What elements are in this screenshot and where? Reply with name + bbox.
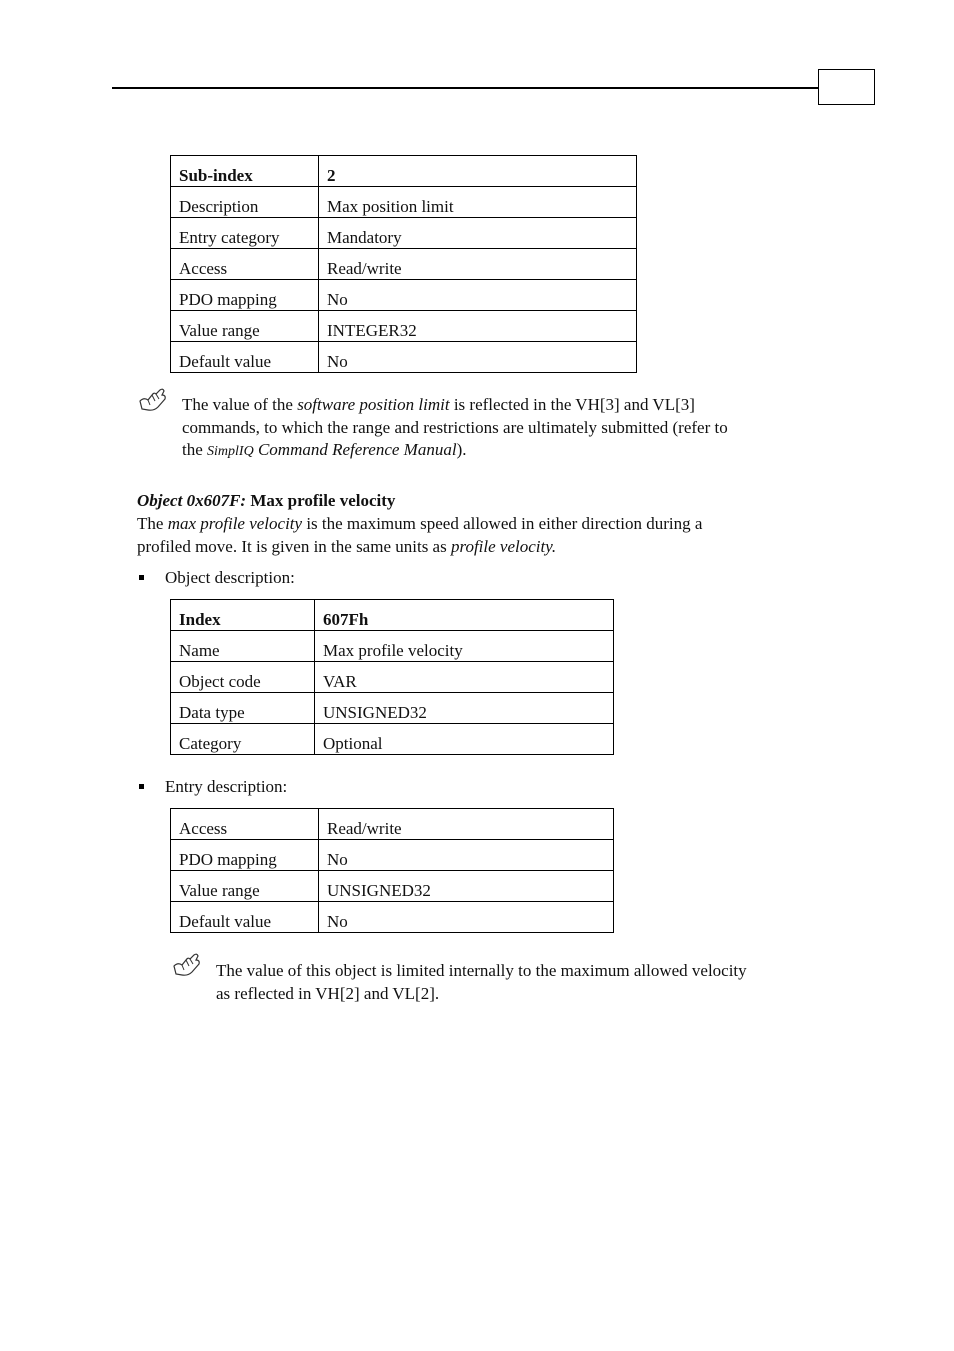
- row-label: Entry category: [171, 218, 319, 249]
- page-number-box: [818, 69, 875, 105]
- bullet-object-description: Object description:: [165, 568, 295, 587]
- row-value: Max position limit: [319, 187, 637, 218]
- row-value: No: [319, 902, 614, 933]
- table-row: [171, 249, 637, 280]
- table-row: [171, 631, 614, 662]
- section-paragraph: The max profile velocity is the maximum speed allowed in either direction during a profiled move. It is given in the same units as profile velocity.: [137, 514, 703, 556]
- note-software-position-limit: The value of the software position limit is reflected in the VH[3] and VL[3] commands, to which the range and restrictions are ultimately submitted (refer to the SimplIQ Command Reference Manual).: [182, 395, 728, 459]
- row-value: INTEGER32: [319, 311, 637, 342]
- table-row: [171, 600, 614, 631]
- row-value: No: [319, 280, 637, 311]
- bullet-marker: [139, 575, 144, 580]
- row-label: Data type: [171, 693, 315, 724]
- row-value: No: [319, 840, 614, 871]
- row-value: UNSIGNED32: [319, 871, 614, 902]
- note-velocity-limit: The value of this object is limited internally to the maximum allowed velocity as reflected in VH[2] and VL[2].: [216, 961, 747, 1003]
- row-value: Mandatory: [319, 218, 637, 249]
- row-label: Access: [171, 249, 319, 280]
- sub-index-table: [170, 155, 637, 373]
- table-row: [171, 724, 614, 755]
- table-row: [171, 342, 637, 373]
- row-label: Access: [171, 809, 319, 840]
- table-row: [171, 218, 637, 249]
- row-value: Optional: [315, 724, 614, 755]
- row-label: PDO mapping: [171, 840, 319, 871]
- row-label: Name: [171, 631, 315, 662]
- row-label: Category: [171, 724, 315, 755]
- table-row: [171, 902, 614, 933]
- row-label: Index: [171, 600, 315, 631]
- table-row: [171, 156, 637, 187]
- table-row: [171, 311, 637, 342]
- row-label: Default value: [171, 902, 319, 933]
- pointing-hand-note-icon: [172, 952, 202, 980]
- row-label: Value range: [171, 871, 319, 902]
- table-row: [171, 187, 637, 218]
- row-value: 607Fh: [315, 600, 614, 631]
- row-label: Description: [171, 187, 319, 218]
- table-row: [171, 840, 614, 871]
- bullet-entry-description: Entry description:: [165, 777, 288, 796]
- row-value: Max profile velocity: [315, 631, 614, 662]
- row-label: Sub-index: [171, 156, 319, 187]
- table-row: [171, 809, 614, 840]
- row-value: Read/write: [319, 249, 637, 280]
- pointing-hand-note-icon: [138, 387, 168, 415]
- row-value: 2: [319, 156, 637, 187]
- bullet-marker: [139, 784, 144, 789]
- object-description-table: [170, 599, 614, 755]
- table-row: [171, 280, 637, 311]
- row-label: Value range: [171, 311, 319, 342]
- row-value: Read/write: [319, 809, 614, 840]
- section-heading: Object 0x607F: Max profile velocity: [137, 491, 396, 510]
- row-label: PDO mapping: [171, 280, 319, 311]
- row-label: Default value: [171, 342, 319, 373]
- table-row: [171, 871, 614, 902]
- row-label: Object code: [171, 662, 315, 693]
- header-rule: [112, 87, 819, 89]
- entry-description-table: [170, 808, 614, 933]
- row-value: UNSIGNED32: [315, 693, 614, 724]
- table-row: [171, 662, 614, 693]
- table-row: [171, 693, 614, 724]
- row-value: No: [319, 342, 637, 373]
- row-value: VAR: [315, 662, 614, 693]
